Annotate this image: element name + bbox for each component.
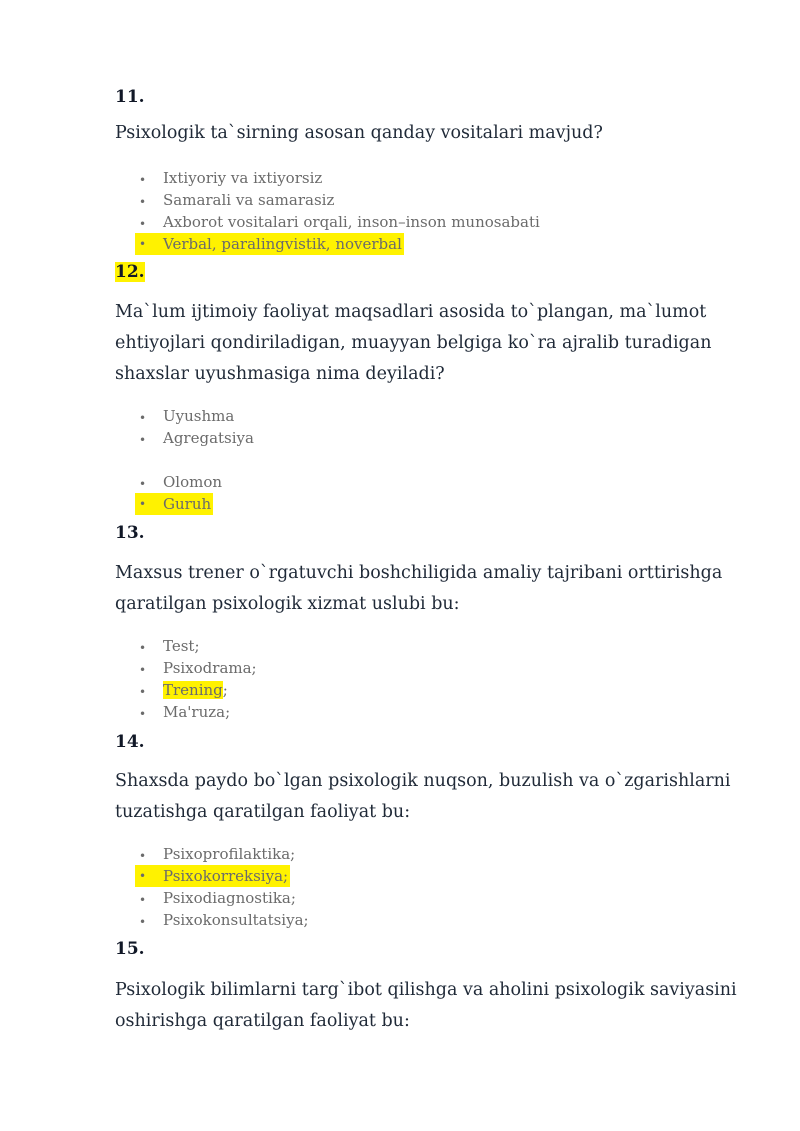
bullet-icon: • — [139, 869, 147, 883]
bullet-icon: • — [139, 477, 147, 491]
question-text: Psixologik bilimlarni targ`ibot qilishga va aholini psixologik saviyasini oshirishga qaratilgan faoliyat bu: — [115, 980, 737, 1031]
bullet-icon: • — [139, 195, 147, 209]
question-text: Shaxsda paydo bo`lgan psixologik nuqson, buzulish va o`zgarishlarni tuzatishga qaratilgan faoliyat bu: — [115, 771, 731, 822]
option-label-highlighted: Trening — [163, 681, 223, 699]
option-item — [135, 703, 230, 721]
option-item — [135, 473, 222, 491]
option-label: Psixodiagnostika; — [163, 889, 296, 907]
options-list — [135, 405, 254, 515]
question-number — [115, 261, 145, 283]
question-number: 11. — [115, 87, 145, 107]
bullet-icon: • — [139, 685, 147, 699]
option-item — [135, 659, 257, 677]
bullet-icon: • — [139, 497, 147, 511]
bullet-icon: • — [139, 849, 147, 863]
bullet-icon: • — [139, 173, 147, 187]
question-text: Psixologik ta`sirning asosan qanday vositalari mavjud? — [115, 123, 603, 143]
bullet-icon: • — [139, 893, 147, 907]
option-item-highlighted — [135, 493, 213, 515]
option-item — [135, 845, 295, 863]
bullet-icon: • — [139, 217, 147, 231]
option-item — [135, 407, 234, 425]
bullet-icon: • — [139, 707, 147, 721]
bullet-icon: • — [139, 641, 147, 655]
option-label: Guruh — [163, 495, 212, 513]
options-list — [135, 635, 257, 723]
bullet-icon: • — [139, 433, 147, 447]
bullet-icon: • — [139, 237, 147, 251]
option-label: Agregatsiya — [163, 429, 254, 447]
option-item — [135, 429, 254, 447]
options-list — [135, 167, 540, 255]
option-label: Psixodrama; — [163, 659, 257, 677]
option-label: Verbal, paralingvistik, noverbal — [163, 235, 402, 253]
bullet-icon: • — [139, 411, 147, 425]
question-text: Ma`lum ijtimoiy faoliyat maqsadlari asosida to`plangan, ma`lumot ehtiyojlari qondiriladigan, muayyan belgiga ko`ra ajralib turadigan shaxslar uyushmasiga nima deyiladi? — [115, 302, 712, 384]
option-item — [135, 637, 200, 655]
option-item-highlighted — [135, 233, 404, 255]
option-item-highlighted — [135, 865, 290, 887]
option-label: Psixokonsultatsiya; — [163, 911, 309, 929]
option-label: Samarali va samarasiz — [163, 191, 335, 209]
question-number: 15. — [115, 939, 145, 959]
option-item — [135, 911, 309, 929]
option-item — [135, 681, 228, 699]
question-number-label: 12. — [115, 262, 145, 282]
option-label: Olomon — [163, 473, 223, 491]
bullet-icon: • — [139, 915, 147, 929]
option-suffix: ; — [222, 681, 228, 699]
option-label: Uyushma — [163, 407, 235, 425]
question-number: 13. — [115, 523, 145, 543]
option-label: Psixokorreksiya; — [163, 867, 289, 885]
question-text: Maxsus trener o`rgatuvchi boshchiligida amaliy tajribani orttirishga qaratilgan psixologik xizmat uslubi bu: — [115, 563, 723, 614]
option-label: Ma'ruza; — [163, 703, 231, 721]
option-label: Psixoprofilaktika; — [163, 845, 296, 863]
option-label: Axborot vositalari orqali, inson–inson munosabati — [163, 213, 540, 231]
bullet-icon: • — [139, 663, 147, 677]
option-item — [135, 169, 322, 187]
option-item — [135, 213, 540, 231]
option-item — [135, 889, 296, 907]
question-number: 14. — [115, 732, 145, 752]
option-label: Ixtiyoriy va ixtiyorsiz — [163, 169, 323, 187]
option-label: Test; — [163, 637, 200, 655]
option-item — [135, 191, 334, 209]
options-list — [135, 843, 309, 931]
